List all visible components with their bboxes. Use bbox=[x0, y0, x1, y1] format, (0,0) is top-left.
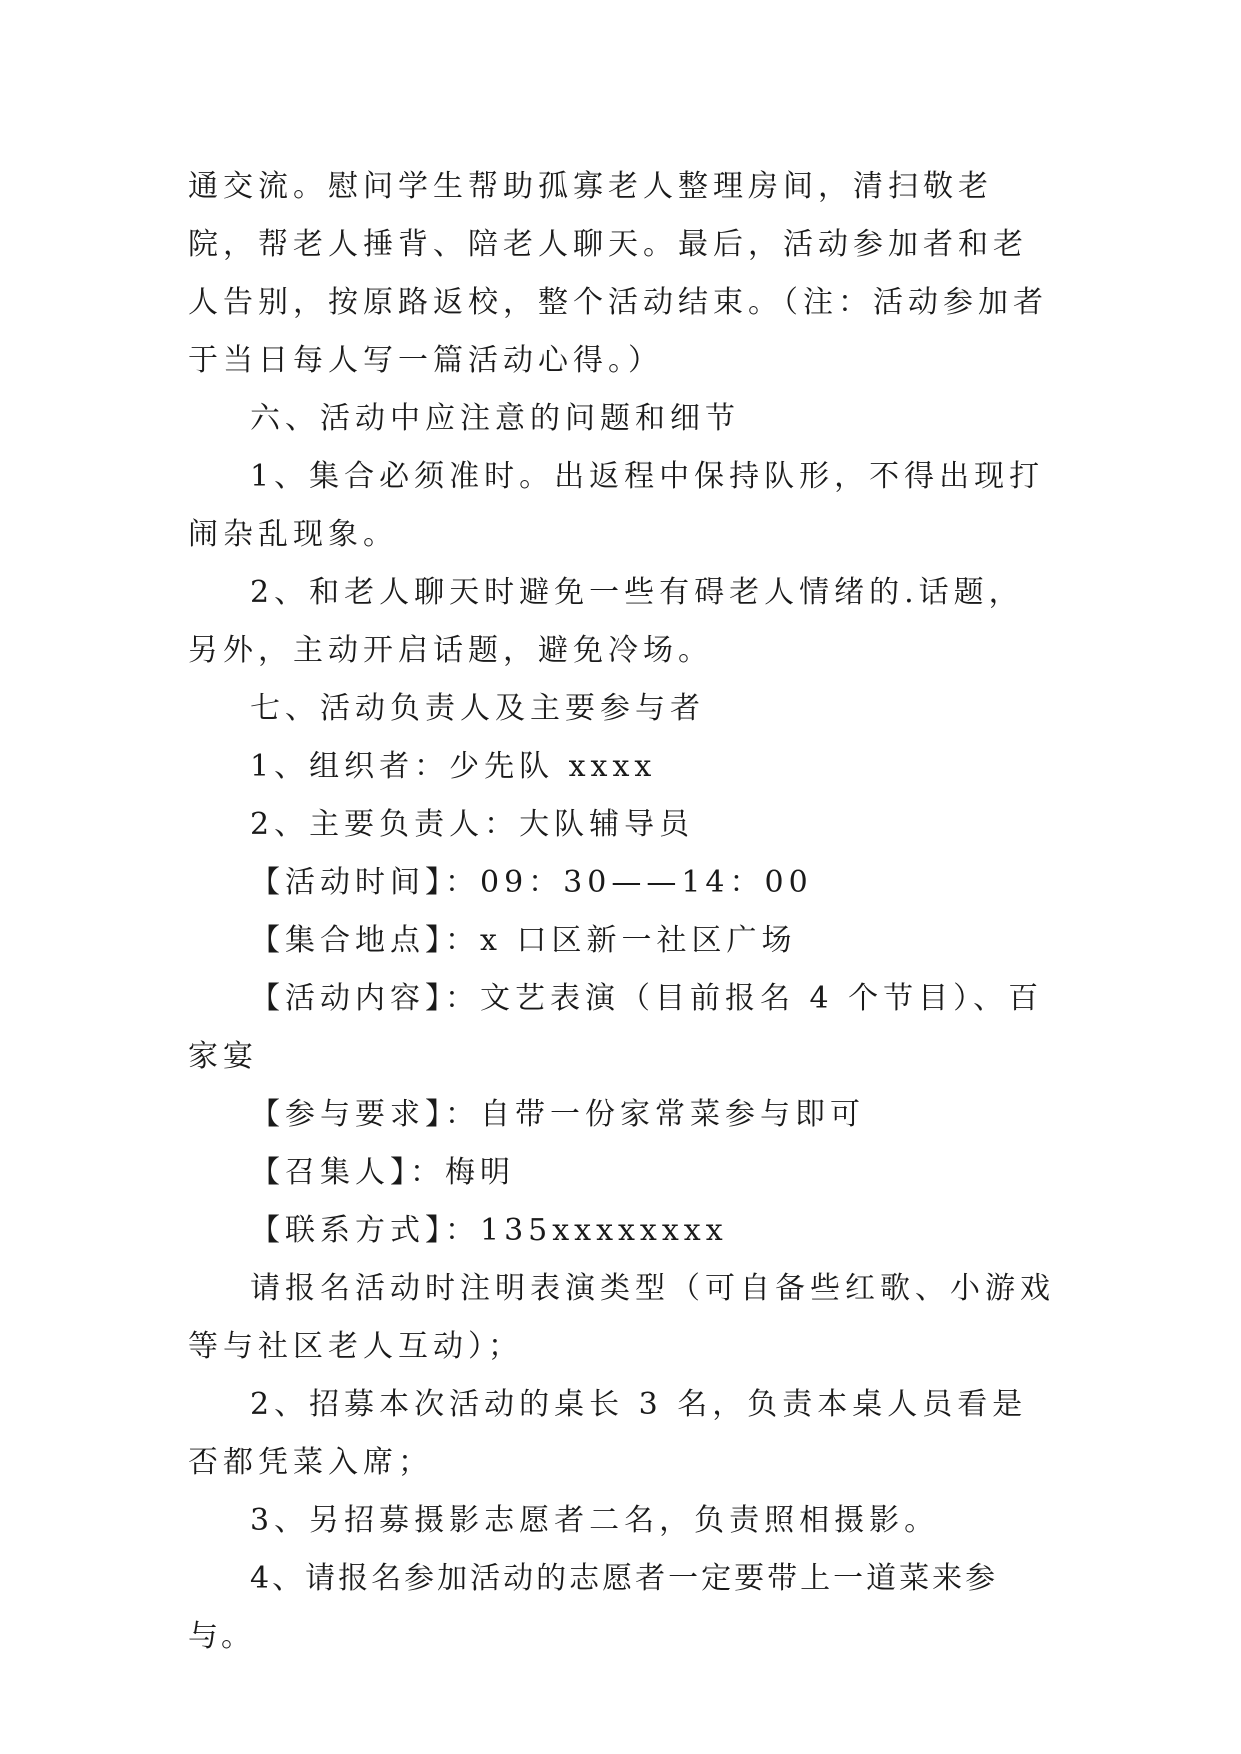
document-body bbox=[188, 158, 1058, 1666]
info-line-location: 【集合地点】：x 口区新一社区广场 bbox=[250, 923, 797, 958]
info-line-time: 【活动时间】：09：30——14：00 bbox=[250, 865, 813, 900]
paragraph-item: 2、和老人聊天时避免一些有碍老人情绪的.话题，另外，主动开启话题，避免冷场。 bbox=[188, 575, 1024, 668]
info-line-content: 【活动内容】：文艺表演（目前报名 4 个节目）、百家宴 bbox=[188, 981, 1044, 1074]
info-line-convener: 【召集人】：梅明 bbox=[250, 1155, 515, 1190]
section-heading-six: 六、活动中应注意的问题和细节 bbox=[250, 401, 740, 436]
paragraph-item: 2、招募本次活动的桌长 3 名，负责本桌人员看是否都凭菜入席； bbox=[188, 1387, 1028, 1480]
paragraph-item: 1、组织者：少先队 xxxx bbox=[250, 749, 657, 784]
paragraph-item: 2、主要负责人：大队辅导员 bbox=[250, 807, 695, 842]
paragraph-continuation: 通交流。慰问学生帮助孤寡老人整理房间，清扫敬老院，帮老人捶背、陪老人聊天。最后，活动参加者和老人告别，按原路返校，整个活动结束。（注：活动参加者于当日每人写一篇活动心得。） bbox=[188, 169, 1048, 378]
paragraph-item: 请报名活动时注明表演类型（可自备些红歌、小游戏等与社区老人互动）； bbox=[188, 1271, 1055, 1364]
paragraph-item: 3、另招募摄影志愿者二名，负责照相摄影。 bbox=[250, 1503, 940, 1538]
paragraph-item: 1、集合必须准时。出返程中保持队形，不得出现打闹杂乱现象。 bbox=[188, 459, 1045, 552]
info-line-requirements: 【参与要求】：自带一份家常菜参与即可 bbox=[250, 1097, 865, 1132]
info-line-contact: 【联系方式】：135xxxxxxxx bbox=[250, 1213, 728, 1248]
section-heading-seven: 七、活动负责人及主要参与者 bbox=[250, 691, 705, 726]
paragraph-item: 4、请报名参加活动的志愿者一定要带上一道菜来参与。 bbox=[188, 1561, 999, 1654]
